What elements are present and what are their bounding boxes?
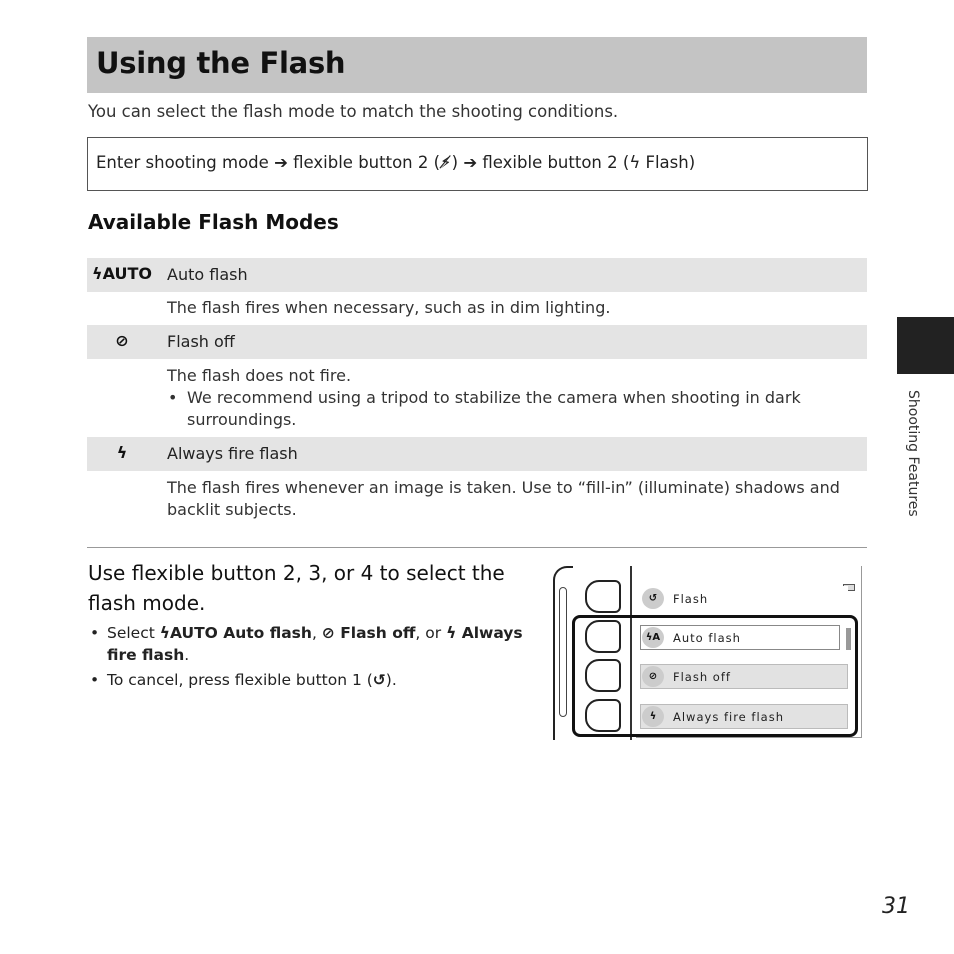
flash-off-icon: ⊘ [642,666,664,687]
auto-flash-icon: ϟAUTO [159,624,218,642]
title-bar [87,37,867,93]
flash-mode-icon: ⚡̸ [440,153,452,172]
auto-flash-icon: ϟAUTO [92,264,152,283]
back-icon: ↺ [642,588,664,609]
procedure-step-1: Enter shooting mode [96,153,269,172]
mode-label: Flash off [167,332,235,351]
step-bullet-select: • Select ϟAUTO Auto flash, ⊘ Flash off, or ϟ Always fire flash. [88,622,528,666]
arrow-icon: ➔ [274,153,288,172]
flash-icon: ϟ [642,706,664,727]
mode-desc: The flash does not fire. [167,366,352,385]
page-number: 31 [882,894,910,919]
flexible-button-1[interactable] [585,580,621,613]
procedure-text: Enter shooting mode ➔ flexible button 2 (⚡̸) ➔ flexible button 2 (ϟ Flash) [96,153,696,172]
selection-highlight [572,615,858,737]
arrow-icon: ➔ [463,153,478,172]
flash-icon: ϟ [629,153,641,172]
menu-item-always-fire[interactable]: ϟ Always fire flash [640,704,848,729]
mode-desc-block [167,365,867,431]
mode-label: Always fire flash [167,444,298,463]
page-title: Using the Flash [96,46,346,80]
side-tab [897,317,954,374]
step-bullets [88,622,528,694]
mode-bullet: • We recommend using a tripod to stabilize the camera when shooting in dark surroundings. [167,387,867,431]
flash-icon: ϟ [446,624,457,642]
divider [87,547,867,548]
flash-icon: ϟ [116,443,128,462]
side-label-text: Shooting Features [905,390,921,517]
side-label [901,390,925,540]
procedure-step-2: flexible button 2 ( [293,153,441,172]
mode-desc: The flash fires whenever an image is taken. Use to “fill-in” (illuminate) shadows and backlit subjects. [167,478,840,519]
procedure-box [87,137,868,191]
camera-illustration [550,563,865,743]
menu-item-flash-off[interactable]: ⊘ Flash off [640,664,848,689]
mode-row-auto-flash [87,258,867,292]
flash-off-icon: ⊘ [115,331,129,350]
procedure-step-3: flexible button 2 ( [482,153,630,172]
menu-item-auto-flash[interactable]: ϟA Auto flash [640,625,840,650]
back-icon: ↺ [372,671,386,689]
step-bullet-cancel: • To cancel, press flexible button 1 (↺). [88,669,528,691]
mode-row-always-fire [87,437,867,471]
auto-flash-icon: ϟA [642,627,664,648]
section-title: Available Flash Modes [88,210,339,234]
mode-label: Auto flash [167,265,248,284]
intro-text: You can select the flash mode to match the shooting conditions. [88,102,619,121]
menu-item-back[interactable]: ↺ Flash [640,586,848,611]
step-title: Use flexible button 2, 3, or 4 to select the flash mode. [88,561,505,615]
mode-row-flash-off [87,325,867,359]
flash-off-icon: ⊘ [321,624,335,642]
mode-desc: The flash fires when necessary, such as in dim lighting. [167,298,611,317]
camera-grip [559,587,567,717]
